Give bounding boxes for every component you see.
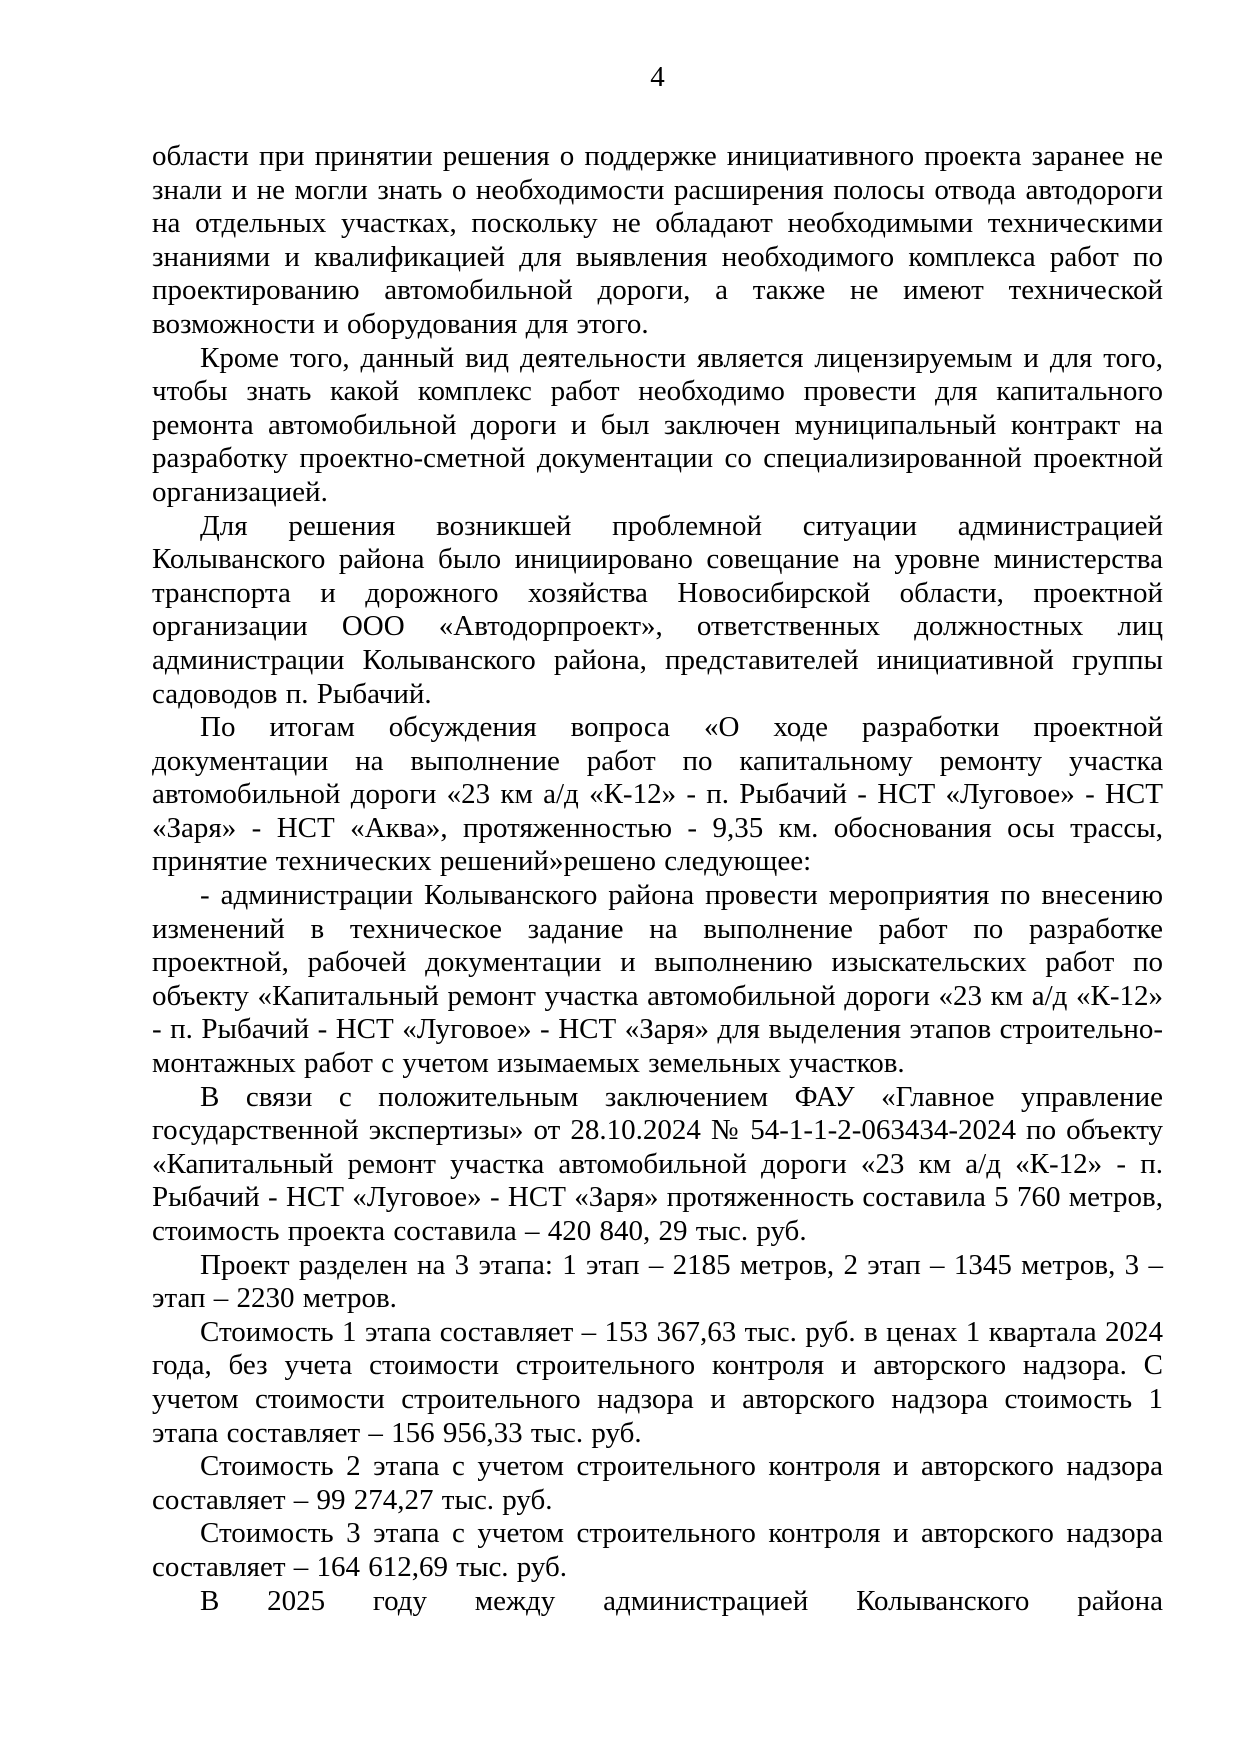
paragraph: Проект разделен на 3 этапа: 1 этап – 2185 метров, 2 этап – 1345 метров, 3 – этап – 2230 метров. bbox=[152, 1248, 1163, 1315]
paragraph: Кроме того, данный вид деятельности является лицензируемым и для того, чтобы знать какой комплекс работ необходимо провести для капитального ремонта автомобильной дороги и был заключен муниципальный контракт на разработку проектно-сметной документации со специализированной проектной организацией. bbox=[152, 341, 1163, 508]
paragraph: Стоимость 1 этапа составляет – 153 367,63 тыс. руб. в ценах 1 квартала 2024 года, без учета стоимости строительного контроля и авторского надзора. С учетом стоимости строительного надзора и авторского надзора стоимость 1 этапа составляет – 156 956,33 тыс. руб. bbox=[152, 1315, 1163, 1449]
paragraph: В связи с положительным заключением ФАУ «Главное управление государственной экспертизы» от 28.10.2024 № 54-1-1-2-063434-2024 по объекту «Капитальный ремонт участка автомобильной дороги «23 км а/д «К-12» - п. Рыбачий - НСТ «Луговое» - НСТ «Заря» протяженность составила 5 760 метров, стоимость проекта составила – 420 840, 29 тыс. руб. bbox=[152, 1080, 1163, 1247]
paragraph: Стоимость 3 этапа с учетом строительного контроля и авторского надзора составляет – 164 612,69 тыс. руб. bbox=[152, 1517, 1163, 1583]
paragraph-list-item: - администрации Колыванского района провести мероприятия по внесению изменений в техническое задание на выполнение работ по разработке проектной, рабочей документации и выполнению изыскательских работ по объекту «Капитальный ремонт участка автомобильной дороги «23 км а/д «К-12» - п. Рыбачий - НСТ «Луговое» - НСТ «Заря» для выделения этапов строительно-монтажных работ с учетом изымаемых земельных участков. bbox=[152, 879, 1163, 1080]
page-number: 4 bbox=[650, 61, 665, 93]
paragraph: Стоимость 2 этапа с учетом строительного контроля и авторского надзора составляет – 99 274,27 тыс. руб. bbox=[152, 1450, 1163, 1516]
paragraph: По итогам обсуждения вопроса «О ходе разработки проектной документации на выполнение работ по капитальному ремонту участка автомобильной дороги «23 км а/д «К-12» - п. Рыбачий - НСТ «Луговое» - НСТ «Заря» - НСТ «Аква», протяженностью - 9,35 км. обоснования осы трассы, принятие технических решений»решено следующее: bbox=[152, 711, 1163, 878]
paragraph-continuation: области при принятии решения о поддержке инициативного проекта заранее не знали и не могли знать о необходимости расширения полосы отвода автодороги на отдельных участках, поскольку не обладают необходимыми техническими знаниями и квалификацией для выявления необходимого комплекса работ по проектированию автомобильной дороги, а также не имеют технической возможности и оборудования для этого. bbox=[152, 140, 1163, 340]
document-body bbox=[152, 140, 1163, 1618]
paragraph-incomplete: В 2025 году между администрацией Колыванского района bbox=[200, 1584, 1163, 1617]
paragraph: Для решения возникшей проблемной ситуации администрацией Колыванского района было инициировано совещание на уровне министерства транспорта и дорожного хозяйства Новосибирской области, проектной организации ООО «Автодорпроект», ответственных должностных лиц администрации Колыванского района, представителей инициативной группы садоводов п. Рыбачий. bbox=[152, 509, 1163, 710]
